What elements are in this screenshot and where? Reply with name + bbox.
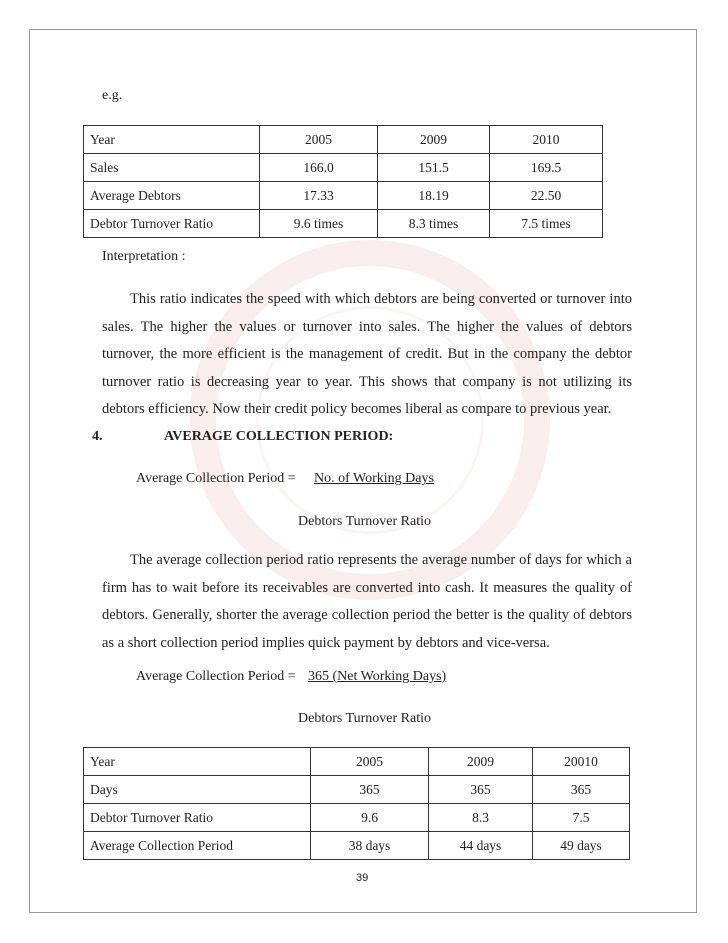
example-label: e.g. [102,88,123,103]
interpretation-paragraph [102,286,632,424]
table-cell: 151.5 [378,154,490,182]
formula1-numerator: No. of Working Days [314,471,434,486]
table-cell: 2009 [429,748,533,776]
table-cell: 49 days [533,832,630,860]
table-cell: 365 [429,776,533,804]
table-cell: Days [84,776,311,804]
formula2-numerator: 365 (Net Working Days) [308,669,447,684]
formula1-denominator: Debtors Turnover Ratio [298,514,431,529]
table-row [84,210,603,238]
table-header-row [84,748,630,776]
table-row [84,182,603,210]
table-cell: 20010 [533,748,630,776]
formula1-lhs: Average Collection Period = [136,471,296,486]
table-cell: 2010 [490,126,603,154]
formula2-lhs: Average Collection Period = [136,669,296,684]
table-cell: 365 [533,776,630,804]
table-cell: 9.6 times [260,210,378,238]
page-number: 39 [356,872,369,884]
section-title: AVERAGE COLLECTION PERIOD: [164,429,394,444]
table-cell: 44 days [429,832,533,860]
table-cell: 17.33 [260,182,378,210]
interpretation-heading: Interpretation : [102,249,186,264]
table-cell: 8.3 times [378,210,490,238]
table-cell: Year [84,748,311,776]
table-cell: 18.19 [378,182,490,210]
table-cell: 22.50 [490,182,603,210]
table-cell: Year [84,126,260,154]
table-cell: 8.3 [429,804,533,832]
section-number: 4. [92,429,103,444]
table-cell: 7.5 [533,804,630,832]
formula2-denominator: Debtors Turnover Ratio [298,711,431,726]
table-cell: Average Collection Period [84,832,311,860]
table-cell: Sales [84,154,260,182]
table-cell: 365 [311,776,429,804]
table-cell: 38 days [311,832,429,860]
table-row [84,804,630,832]
table-cell: Debtor Turnover Ratio [84,804,311,832]
table-header-row [84,126,603,154]
acp-text: The average collection period ratio represents the average number of days for which a firm has to wait before its receivables are converted into cash. It measures the quality of debtors. Generally, shorter the average collection period the better is the quality of debtors as a short collection period implies quick payment by debtors and vice-versa. [102,552,632,651]
debtor-turnover-table [83,125,603,238]
table-row [84,154,603,182]
table-cell: Average Debtors [84,182,260,210]
table-cell: 7.5 times [490,210,603,238]
table-cell: 169.5 [490,154,603,182]
interpretation-text: This ratio indicates the speed with which debtors are being converted or turnover into sales. The higher the values or turnover into sales. The higher the values of debtors turnover, the more efficient is the management of credit. But in the company the debtor turnover ratio is decreasing year to year. This shows that company is not utilizing its debtors efficiency. Now their credit policy becomes liberal as compare to previous year. [102,291,632,417]
table-cell: 166.0 [260,154,378,182]
table-cell: Debtor Turnover Ratio [84,210,260,238]
collection-period-table [83,747,630,860]
table-row [84,832,630,860]
table-row [84,776,630,804]
table-cell: 2005 [311,748,429,776]
table-cell: 9.6 [311,804,429,832]
table-cell: 2009 [378,126,490,154]
acp-paragraph [102,547,632,657]
table-cell: 2005 [260,126,378,154]
